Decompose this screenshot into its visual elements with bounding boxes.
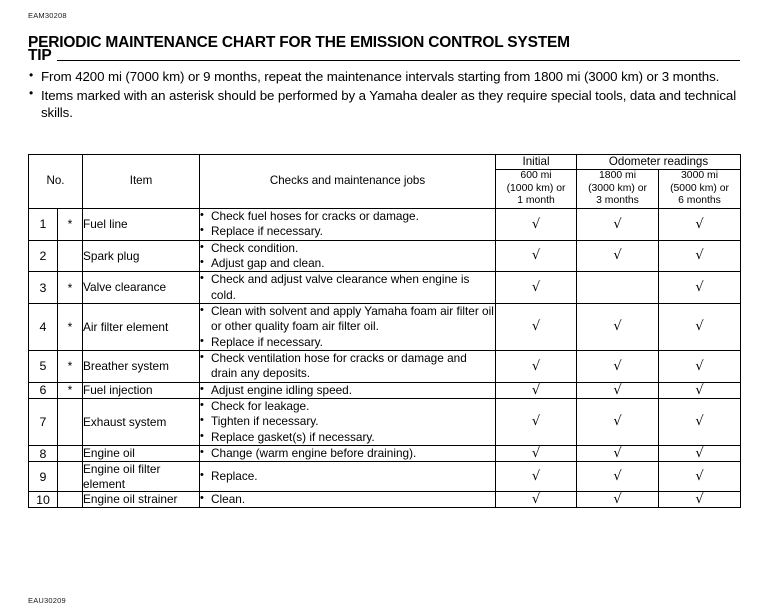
job-item: • Check and adjust valve clearance when engine is cold. [200, 272, 495, 303]
row-jobs [200, 350, 496, 382]
row-item-name: Fuel injection [83, 382, 200, 398]
table-row [29, 240, 741, 272]
table-row [29, 303, 741, 350]
row-number: 1 [29, 208, 58, 240]
header-no: No. [29, 155, 83, 209]
job-item: • Check ventilation hose for cracks or damage and drain any deposits. [200, 351, 495, 382]
page-title: PERIODIC MAINTENANCE CHART FOR THE EMISSION CONTROL SYSTEM [28, 34, 570, 52]
row-number: 5 [29, 350, 58, 382]
header-odometer-readings: Odometer readings [577, 155, 741, 170]
table-row [29, 350, 741, 382]
table-body [29, 208, 741, 507]
dealer-asterisk-marker: * [58, 350, 83, 382]
check-1800mi: √ [577, 303, 659, 350]
check-3000mi: √ [659, 240, 741, 272]
dealer-asterisk-marker: * [58, 303, 83, 350]
check-initial: √ [496, 208, 577, 240]
header-checks-and-maintenance-jobs: Checks and maintenance jobs [200, 155, 496, 209]
check-3000mi: √ [659, 303, 741, 350]
check-3000mi: √ [659, 445, 741, 461]
row-item-name: Valve clearance [83, 272, 200, 304]
dealer-asterisk-marker: * [58, 272, 83, 304]
check-initial: √ [496, 462, 577, 492]
job-item: • Replace if necessary. [200, 224, 495, 239]
header-interval-initial: 600 mi (1000 km) or 1 month [496, 169, 577, 208]
check-1800mi: √ [577, 208, 659, 240]
row-number: 2 [29, 240, 58, 272]
row-number: 8 [29, 445, 58, 461]
row-jobs [200, 208, 496, 240]
check-3000mi: √ [659, 272, 741, 304]
job-item: • Adjust engine idling speed. [200, 383, 495, 398]
job-item: • Replace. [200, 469, 495, 484]
job-item: • Change (warm engine before draining). [200, 446, 495, 461]
table-row [29, 398, 741, 445]
row-item-name: Engine oil strainer [83, 492, 200, 508]
check-initial: √ [496, 272, 577, 304]
table-header-row-1 [29, 155, 741, 170]
tip-note-list [28, 68, 740, 122]
row-item-name: Breather system [83, 350, 200, 382]
row-jobs [200, 445, 496, 461]
dealer-asterisk-marker [58, 398, 83, 445]
job-item: • Tighten if necessary. [200, 414, 495, 429]
check-initial: √ [496, 350, 577, 382]
check-1800mi: √ [577, 445, 659, 461]
header-interval-3000mi: 3000 mi (5000 km) or 6 months [659, 169, 741, 208]
job-item: • Clean with solvent and apply Yamaha foam air filter oil or other quality foam air filter oil. [200, 304, 495, 335]
header-initial: Initial [496, 155, 577, 170]
maintenance-chart-table [28, 154, 741, 508]
header-interval-1800mi: 1800 mi (3000 km) or 3 months [577, 169, 659, 208]
check-3000mi: √ [659, 208, 741, 240]
check-1800mi: √ [577, 382, 659, 398]
row-jobs [200, 240, 496, 272]
tip-label: TIP [28, 47, 52, 65]
check-3000mi: √ [659, 382, 741, 398]
row-jobs [200, 492, 496, 508]
check-1800mi: √ [577, 240, 659, 272]
row-jobs [200, 398, 496, 445]
check-initial: √ [496, 303, 577, 350]
check-initial: √ [496, 240, 577, 272]
row-item-name: Spark plug [83, 240, 200, 272]
tip-section [28, 46, 740, 123]
check-1800mi: √ [577, 398, 659, 445]
table-row [29, 462, 741, 492]
row-jobs [200, 382, 496, 398]
header-item: Item [83, 155, 200, 209]
row-number: 6 [29, 382, 58, 398]
table-head [29, 155, 741, 209]
dealer-asterisk-marker [58, 462, 83, 492]
table-row [29, 492, 741, 508]
row-number: 7 [29, 398, 58, 445]
tip-divider [57, 60, 740, 61]
table-row [29, 208, 741, 240]
row-item-name: Fuel line [83, 208, 200, 240]
check-initial: √ [496, 492, 577, 508]
row-number: 3 [29, 272, 58, 304]
check-initial: √ [496, 382, 577, 398]
row-item-name: Exhaust system [83, 398, 200, 445]
check-3000mi: √ [659, 492, 741, 508]
row-number: 9 [29, 462, 58, 492]
job-item: • Replace if necessary. [200, 335, 495, 350]
row-item-name: Air filter element [83, 303, 200, 350]
tip-note: • From 4200 mi (7000 km) or 9 months, repeat the maintenance intervals starting from 1800 mi (3000 km) or 3 months. [28, 68, 740, 86]
job-item: • Replace gasket(s) if necessary. [200, 430, 495, 445]
tip-header [28, 46, 740, 66]
row-item-name: Engine oil [83, 445, 200, 461]
check-1800mi: √ [577, 492, 659, 508]
check-1800mi: √ [577, 462, 659, 492]
table-row [29, 445, 741, 461]
dealer-asterisk-marker [58, 240, 83, 272]
row-jobs [200, 303, 496, 350]
row-number: 10 [29, 492, 58, 508]
row-number: 4 [29, 303, 58, 350]
table-row [29, 272, 741, 304]
dealer-asterisk-marker [58, 492, 83, 508]
document-code-bottom: EAU30209 [28, 597, 66, 605]
maintenance-chart-table-wrap [28, 154, 740, 508]
job-item: • Clean. [200, 492, 495, 507]
dealer-asterisk-marker: * [58, 208, 83, 240]
job-item: • Adjust gap and clean. [200, 256, 495, 271]
row-item-name: Engine oil filter element [83, 462, 200, 492]
check-initial: √ [496, 445, 577, 461]
check-3000mi: √ [659, 398, 741, 445]
tip-note: • Items marked with an asterisk should be performed by a Yamaha dealer as they require special tools, data and technical skills. [28, 87, 740, 122]
job-item: • Check for leakage. [200, 399, 495, 414]
check-3000mi: √ [659, 350, 741, 382]
dealer-asterisk-marker: * [58, 382, 83, 398]
check-3000mi: √ [659, 462, 741, 492]
row-jobs [200, 272, 496, 304]
check-1800mi [577, 272, 659, 304]
check-initial: √ [496, 398, 577, 445]
job-item: • Check fuel hoses for cracks or damage. [200, 209, 495, 224]
dealer-asterisk-marker [58, 445, 83, 461]
job-item: • Check condition. [200, 241, 495, 256]
table-row [29, 382, 741, 398]
row-jobs [200, 462, 496, 492]
document-code-top: EAM30208 [28, 11, 67, 20]
check-1800mi: √ [577, 350, 659, 382]
